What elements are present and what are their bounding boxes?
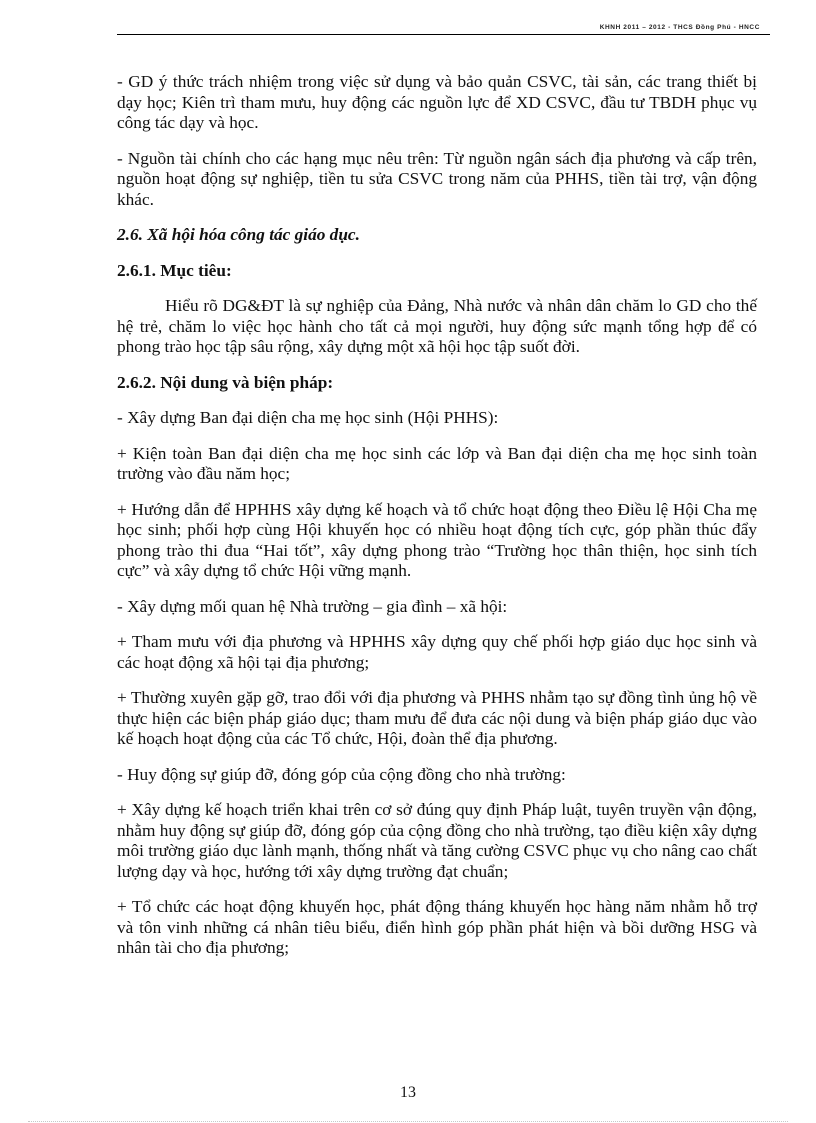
section-heading-2-6: 2.6. Xã hội hóa công tác giáo dục.: [117, 225, 360, 244]
footer-rule: [28, 1121, 788, 1122]
paragraph-advise-locality: + Tham mưu với địa phương và HPHHS xây dựng quy chế phối hợp giáo dục học sinh và các hoạt động xã hội tại địa phương;: [117, 632, 757, 672]
paragraph-consolidate-board: + Kiện toàn Ban đại diện cha mẹ học sinh các lớp và Ban đại diện cha mẹ học sinh toàn trường vào đầu năm học;: [117, 443, 757, 483]
section-heading-2-6-2: 2.6.2. Nội dung và biện pháp:: [117, 372, 334, 392]
paragraph-study-encouragement: + Tổ chức các hoạt động khuyến học, phát động tháng khuyến học hàng năm nhằm hỗ trợ và tôn vinh những cá nhân tiêu biểu, điển hình góp phần phát hiện và bồi dưỡng HSG và nhân tài cho địa phương;: [117, 897, 757, 957]
section-heading-2-6-1: 2.6.1. Mục tiêu:: [117, 260, 232, 280]
running-header: KHNH 2011 – 2012 - THCS Đồng Phú - HNCC: [599, 24, 760, 31]
document-body: [117, 72, 757, 974]
paragraph-community-support: - Huy động sự giúp đỡ, đóng góp của cộng đồng cho nhà trường:: [117, 764, 566, 784]
page-number: 13: [400, 1084, 416, 1101]
paragraph-guide-association: + Hướng dẫn để HPHHS xây dựng kế hoạch và tổ chức hoạt động theo Điều lệ Hội Cha mẹ học sinh; phối hợp cùng Hội khuyến học có nhiều hoạt động tích cực, góp phần thúc đẩy phong trào thi đua “Hai tốt”, xây dựng phong trào “Trường học thân thiện, học sinh tích cực” và xây dựng tổ chức Hội vững mạnh.: [117, 499, 757, 580]
paragraph-funding-sources: - Nguồn tài chính cho các hạng mục nêu trên: Từ nguồn ngân sách địa phương và cấp trên, nguồn hoạt động sự nghiệp, tiền tu sửa CSVC trong năm của PHHS, tiền tài trợ, vận động khác.: [117, 148, 757, 209]
paragraph-parent-board: - Xây dựng Ban đại diện cha mẹ học sinh (Hội PHHS):: [117, 408, 499, 427]
paragraph-csvc-responsibility: - GD ý thức trách nhiệm trong việc sử dụng và bảo quản CSVC, tài sản, các trang thiết bị dạy học; Kiên trì tham mưu, huy động các nguồn lực để XD CSVC, đầu tư TBDH phục vụ công tác dạy và học.: [117, 72, 757, 132]
paragraph-regular-meetings: + Thường xuyên gặp gỡ, trao đổi với địa phương và PHHS nhằm tạo sự đồng tình ủng hộ về thực hiện các biện pháp giáo dục; tham mưu để đưa các nội dung và biện pháp giáo dục vào kế hoạch hoạt động của các Tổ chức, Hội, đoàn thể địa phương.: [117, 688, 757, 748]
paragraph-school-family-society: - Xây dựng mối quan hệ Nhà trường – gia đình – xã hội:: [117, 596, 508, 616]
paragraph-implementation-plan: + Xây dựng kế hoạch triển khai trên cơ sở đúng quy định Pháp luật, tuyên truyền vận động, nhằm huy động sự giúp đỡ, đóng góp của cộng đồng cho nhà trường, tạo điều kiện xây dựng môi trường giáo dục lành mạnh, thống nhất và tăng cường CSVC phục vụ cho nâng cao chất lượng dạy và học, hướng tới xây dựng trường đạt chuẩn;: [117, 800, 757, 881]
header-rule: [117, 34, 770, 35]
paragraph-objectives: Hiểu rõ DG&ĐT là sự nghiệp của Đảng, Nhà nước và nhân dân chăm lo GD cho thế hệ trẻ, chăm lo việc học hành cho tất cả mọi người, huy động sức mạnh tổng hợp để có phong trào học tập sâu rộng, xây dựng một xã hội học tập suốt đời.: [117, 296, 757, 356]
